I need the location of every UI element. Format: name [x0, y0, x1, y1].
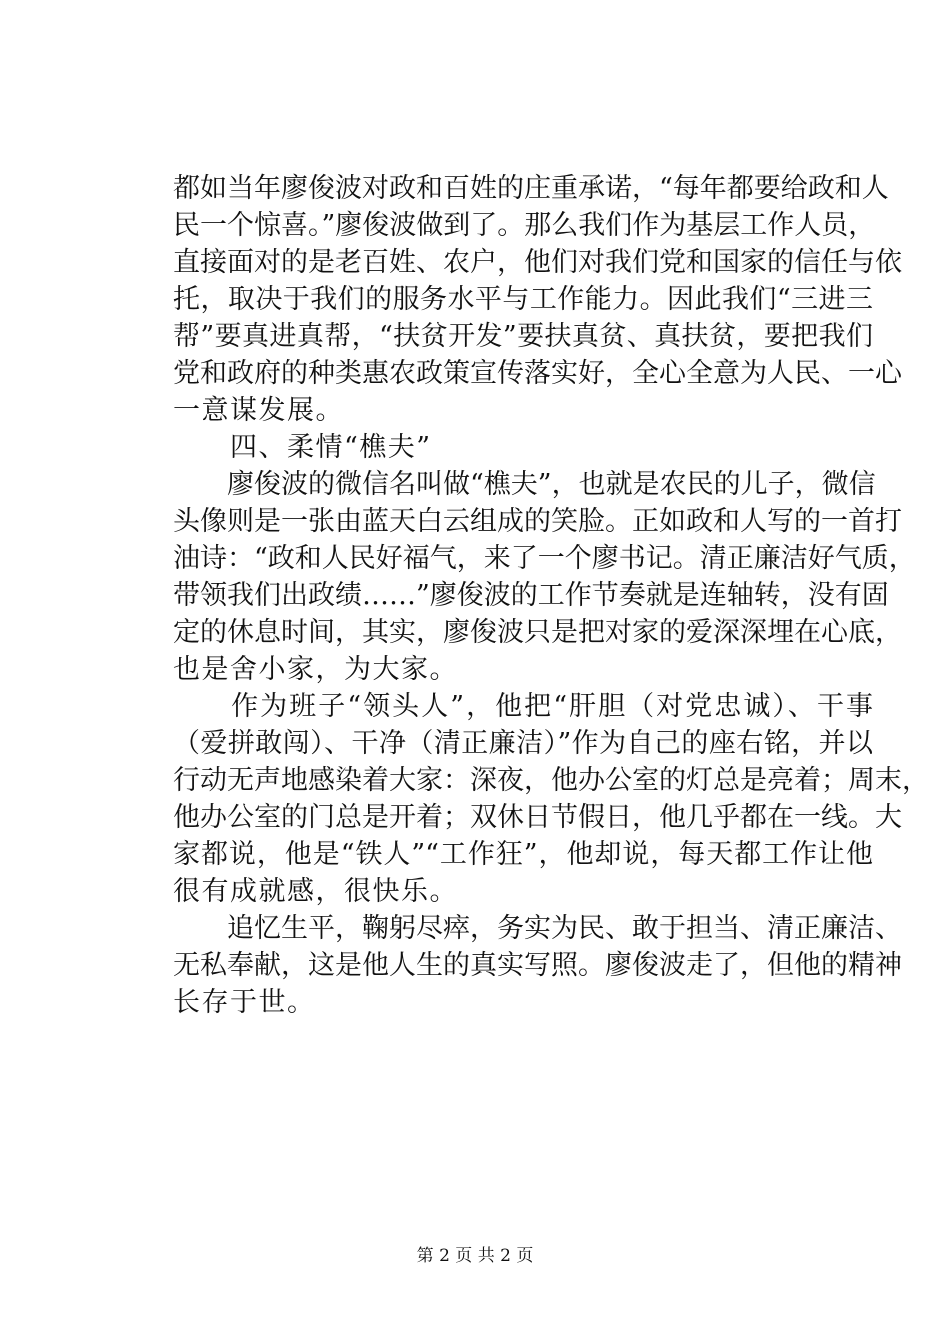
document-body	[173, 170, 929, 1021]
text-line: 长存于世。	[173, 987, 316, 1018]
page-number-footer: 第 2 页 共 2 页	[416, 1246, 534, 1266]
text-line: （爱拼敢闯）、干净（清正廉洁）”作为自己的座右铭，并以	[173, 728, 873, 759]
text-line: 无私奉献，这是他人生的真实写照。廖俊波走了，但他的精神	[173, 950, 902, 981]
text-line: 党和政府的种类惠农政策宣传落实好，全心全意为人民、一心	[173, 358, 902, 389]
text-line: 都如当年廖俊波对政和百姓的庄重承诺，“每年都要给政和人	[173, 173, 889, 204]
text-line: 帮”要真进真帮，“扶贫开发”要扶真贫、真扶贫，要把我们	[173, 321, 873, 352]
text-line: 托，取决于我们的服务水平与工作能力。因此我们“三进三	[173, 284, 873, 315]
text-line: 家都说，他是“铁人”“工作狂”，他却说，每天都工作让他	[173, 839, 873, 870]
text-line: 他办公室的门总是开着；双休日节假日，他几乎都在一线。大	[173, 802, 902, 833]
text-line: 很有成就感，很快乐。	[173, 876, 458, 907]
text-line: 直接面对的是老百姓、农户，他们对我们党和国家的信任与依	[173, 247, 902, 278]
text-line: 定的休息时间，其实，廖俊波只是把对家的爱深深埋在心底，	[173, 617, 902, 648]
text-line: 一意谋发展。	[173, 395, 344, 426]
text-line: 带领我们出政绩……”廖俊波的工作节奏就是连轴转，没有固	[173, 580, 889, 611]
text-line: 廖俊波的微信名叫做“樵夫”，也就是农民的儿子，微信	[173, 469, 876, 500]
text-line: 追忆生平，鞠躬尽瘁，务实为民、敢于担当、清正廉洁、	[173, 913, 902, 944]
text-line: 头像则是一张由蓝天白云组成的笑脸。正如政和人写的一首打	[173, 506, 902, 537]
section-heading: 四、柔情“樵夫”	[173, 432, 432, 463]
text-line: 作为班子“领头人”，他把“肝胆（对党忠诚）、干事	[173, 691, 873, 722]
text-line: 行动无声地感染着大家：深夜，他办公室的灯总是亮着；周末，	[173, 765, 929, 796]
text-line: 也是舍小家，为大家。	[173, 654, 458, 685]
text-line: 民一个惊喜。”廖俊波做到了。那么我们作为基层工作人员，	[173, 210, 876, 241]
text-line: 油诗：“政和人民好福气，来了一个廖书记。清正廉洁好气质，	[173, 543, 916, 574]
